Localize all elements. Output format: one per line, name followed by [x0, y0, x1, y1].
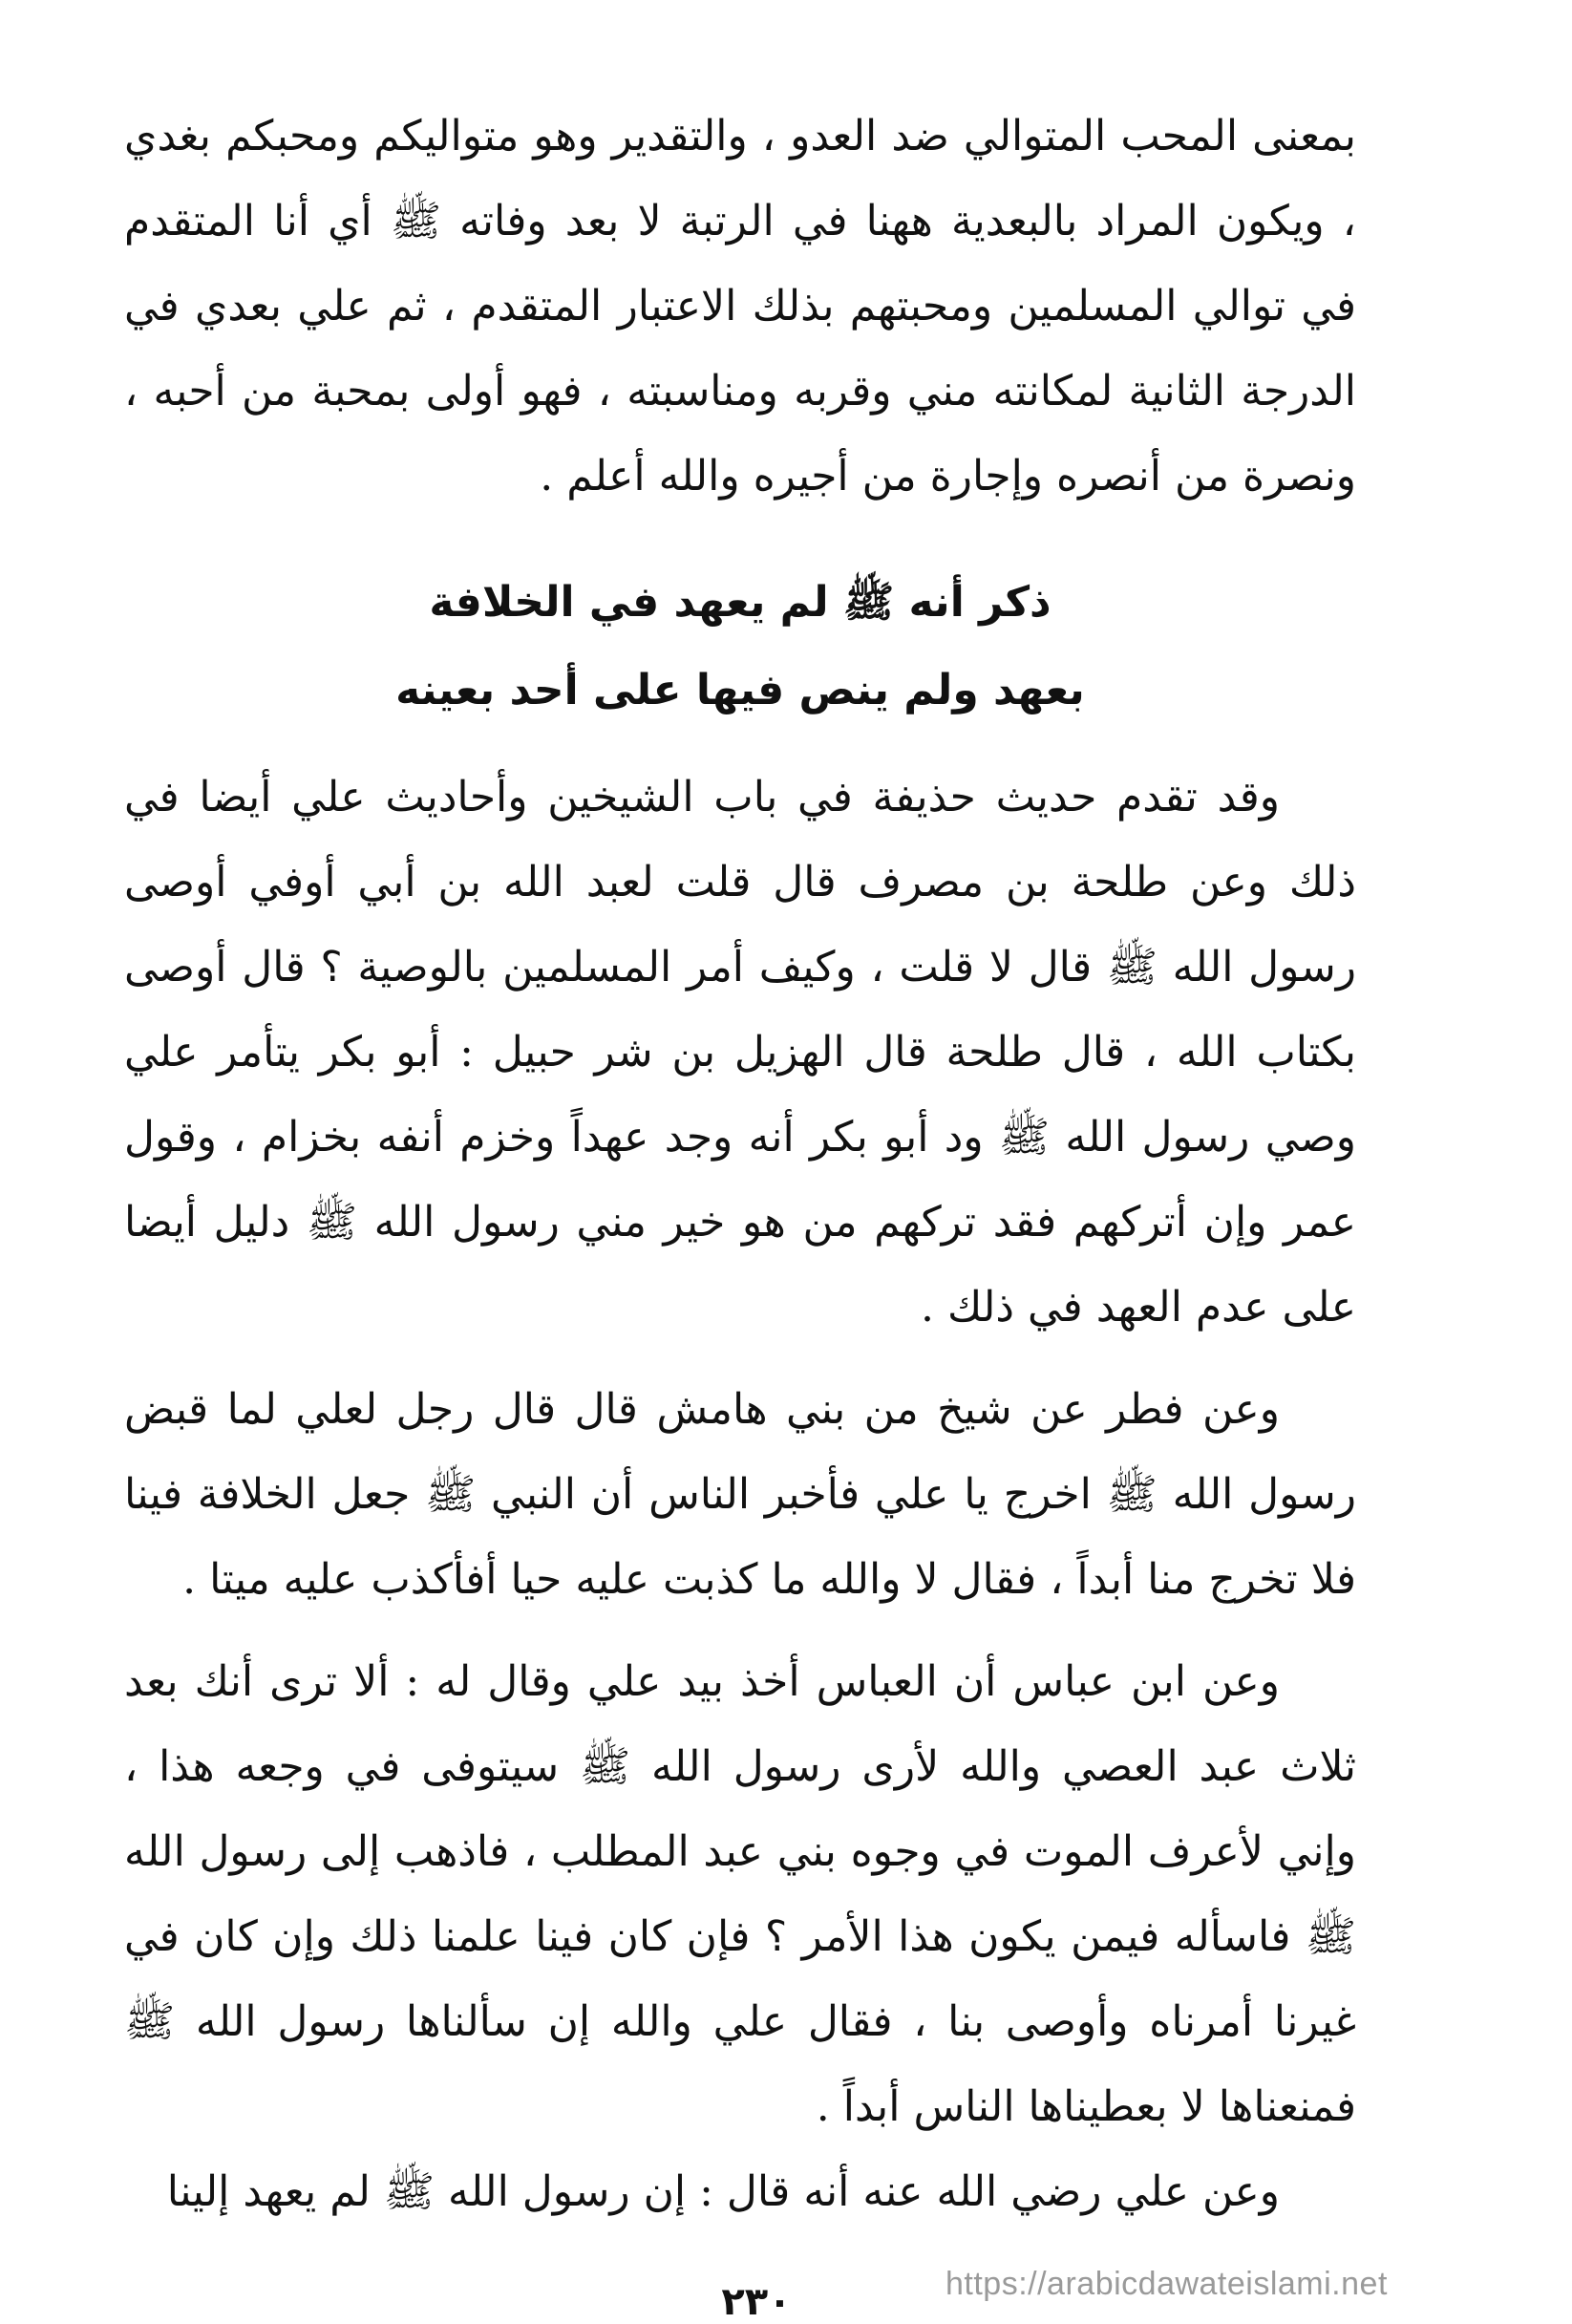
top-text-block — [124, 94, 1356, 519]
website-watermark: https://arabicdawateislami.net — [945, 2266, 1388, 2302]
paragraph-2: وعن فطر عن شيخ من بني هامش قال قال رجل لعلي لما قبض رسول الله ﷺ اخرج يا علي فأخبر الناس أن النبي ﷺ جعل الخلافة فينا فلا تخرج منا أبداً ، فقال لا والله ما كذبت عليه حيا أفأكذب عليه ميتا . — [124, 1385, 1356, 1604]
heading-line-1: ذكر أنه ﷺ لم يعهد في الخلافة — [429, 578, 1052, 627]
paragraph-4: وعن علي رضي الله عنه أنه قال : إن رسول الله ﷺ لم يعهد إلينا — [166, 2167, 1280, 2216]
main-text-block — [124, 755, 1356, 2234]
paragraph-intro: بمعنى المحب المتوالي ضد العدو ، والتقدير وهو متواليكم ومحبكم بغدي ، ويكون المراد بالبعدية ههنا في الرتبة لا بعد وفاته ﷺ أي أنا المتقدم في توالي المسلمين ومحبتهم بذلك الاعتبار المتقدم ، ثم علي بعدي في الدرجة الثانية لمكانته مني وقربه ومناسبته ، فهو أولى بمحبة من أحبه ، ونصرة من أنصره وإجارة من أجيره والله أعلم . — [124, 112, 1356, 501]
paragraph-3: وعن ابن عباس أن العباس أخذ بيد علي وقال له : ألا ترى أنك بعد ثلاث عبد العصي والله لأرى رسول الله ﷺ سيتوفى في وجعه هذا ، وإني لأعرف الموت في وجوه بني عبد المطلب ، فاذهب إلى رسول الله ﷺ فاسأله فيمن يكون هذا الأمر ؟ فإن كان فينا علمنا ذلك وإن كان في غيرنا أمرناه وأوصى بنا ، فقال علي والله إن سألناها رسول الله ﷺ فمنعناها لا بعطيناها الناس أبداً . — [124, 1657, 1356, 2131]
heading-line-2: بعهد ولم ينص فيها على أحد بعينه — [395, 666, 1085, 714]
section-heading — [124, 559, 1356, 735]
page-number: ٢٣٠ — [721, 2280, 792, 2324]
paragraph-1: وقد تقدم حديث حذيفة في باب الشيخين وأحاديث علي أيضا في ذلك وعن طلحة بن مصرف قال قلت لعبد الله بن أبي أوفي أوصى رسول الله ﷺ قال لا قلت ، وكيف أمر المسلمين بالوصية ؟ قال أوصى بكتاب الله ، قال طلحة قال الهزيل بن شر حبيل : أبو بكر يتأمر علي وصي رسول الله ﷺ ود أبو بكر أنه وجد عهداً وخزم أنفه بخزام ، وقول عمر وإن أتركهم فقد تركهم من هو خير مني رسول الله ﷺ دليل أيضا على عدم العهد في ذلك . — [124, 773, 1356, 1332]
